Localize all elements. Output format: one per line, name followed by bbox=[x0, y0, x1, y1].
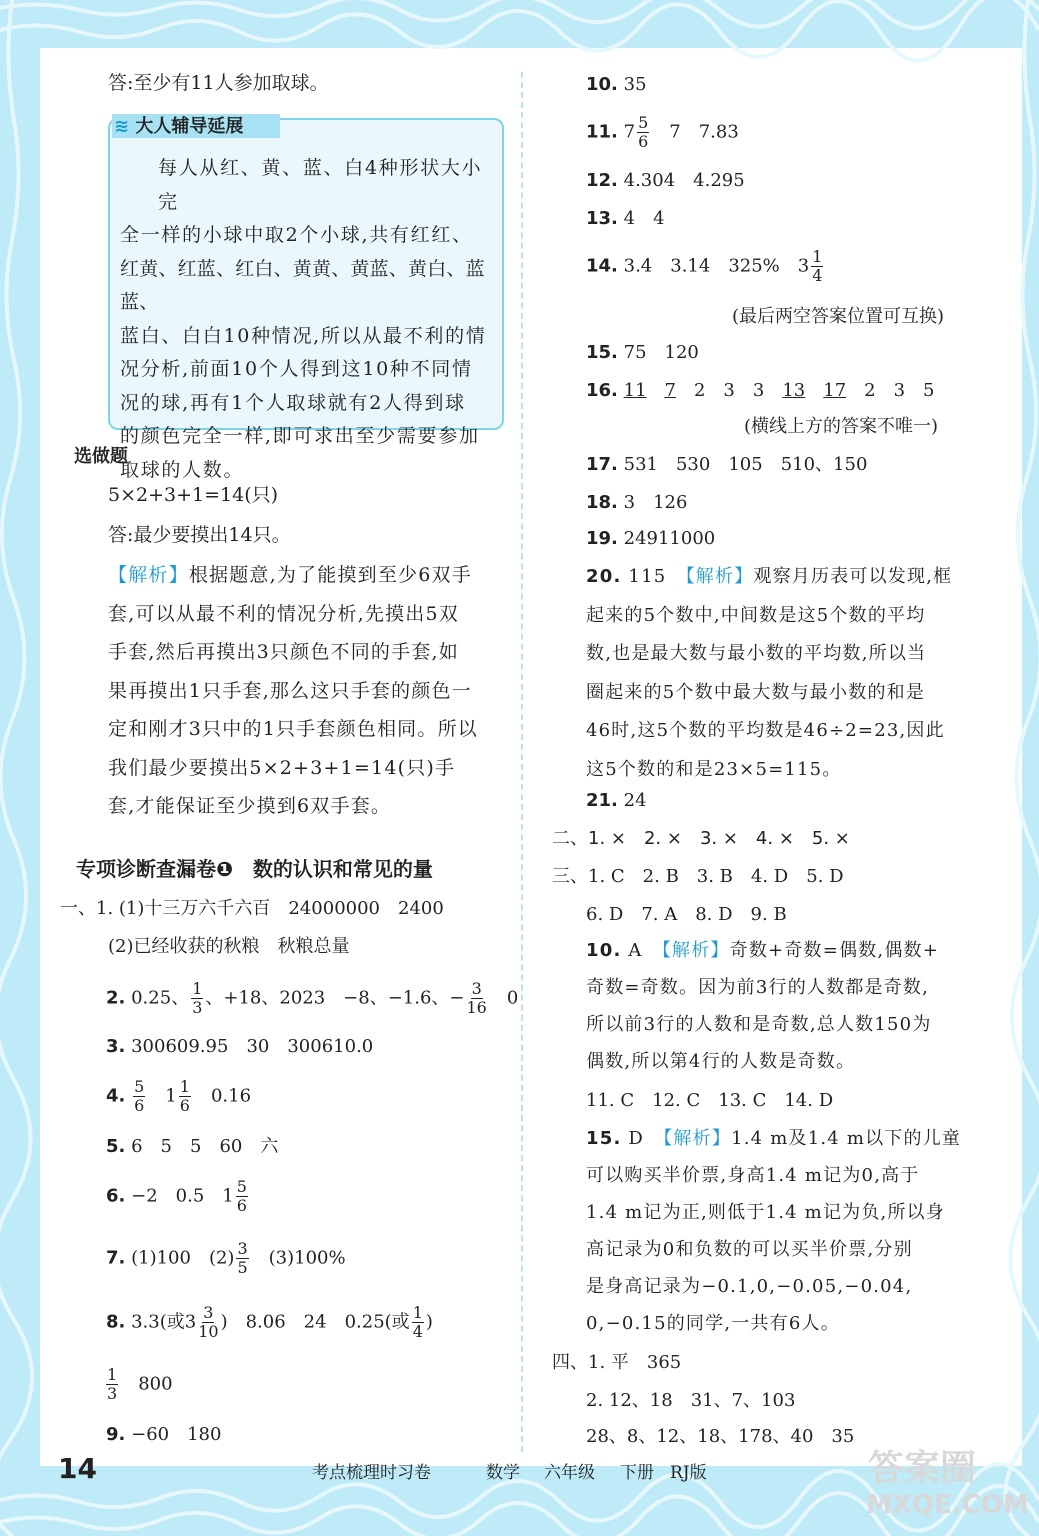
r-q11: 11. 7 $\frac{5}{6}$ 7 7.83 bbox=[586, 113, 739, 151]
r-q15: 15. 75 120 bbox=[586, 342, 699, 363]
footer-grade: 六年级 bbox=[544, 1463, 595, 1483]
jiexi-tag: 【解析】 bbox=[108, 564, 189, 586]
watermark-logo: 答案圈 bbox=[868, 1448, 977, 1489]
r-q14: 14. 3.4 3.14 325% 3 $\frac{1}{4}$ bbox=[586, 247, 823, 285]
footer-term: 下册 bbox=[620, 1463, 654, 1483]
q7-line: 7. (1)100 (2) $\frac{3}{5}$ (3)100% bbox=[106, 1239, 346, 1277]
r-q12: 12. 4.304 4.295 bbox=[586, 170, 745, 191]
box-line: 红黄、红蓝、红白、黄黄、黄蓝、黄白、蓝蓝、 bbox=[120, 257, 485, 313]
section-4c: 28、8、12、18、178、40 35 bbox=[586, 1426, 855, 1447]
box-line: 况的球,再有1个人取球就有2人得到球 bbox=[120, 391, 466, 414]
box-line: 的颜色完全一样,即可求出至少需要参加 bbox=[120, 425, 480, 447]
box-line: 蓝白、白白10种情况,所以从最不利的情 bbox=[120, 324, 487, 347]
r-q20: 20. 115 【解析】观察月历表可以发现,框 起来的5个数中,中间数是这5个数的平均 数,也是最大数与最小数的平均数,所以当 圈起来的5个数中最大数与最小数的和是 46时,这5个数的平均数是46÷2=23,因此 这5个数的和是23×5=115。 bbox=[586, 566, 953, 780]
section-3b: 6. D 7. A 8. D 9. B bbox=[586, 904, 787, 925]
footer-subject: 数学 bbox=[486, 1463, 520, 1483]
section-4b: 2. 12、18 31、7、103 bbox=[586, 1390, 796, 1411]
r-s3-q15: 15. D 【解析】1.4 m及1.4 m以下的儿童 可以购买半价票,身高1.4 m记为0,高于 1.4 m记为正,则低于1.4 m记为负,所以身 高记录为0和负数的可以买半价票,分别 是身高记录为−0.1,0,−0.05,−0.04, 0,−0.15的同学,一共有6人。 bbox=[586, 1128, 962, 1334]
box-line: 每人从红、黄、蓝、白4种形状大小完 bbox=[158, 157, 483, 213]
column-divider bbox=[521, 72, 523, 1452]
r-q18: 18. 3 126 bbox=[586, 492, 688, 513]
calc-line: 5×2+3+1=14(只) bbox=[108, 484, 279, 506]
q1-line-a: 一、1. (1)十三万六千六百 24000000 2400 bbox=[60, 898, 444, 919]
section-title: 专项诊断查漏卷❶ 数的认识和常见的量 bbox=[76, 857, 433, 881]
q8-line: 8. 3.3(或3 $\frac{3}{10}$ ) 8.06 24 0.25(或 $\frac{1}{4}$ ) bbox=[106, 1303, 433, 1341]
footer-edition: RJ版 bbox=[670, 1463, 707, 1483]
footer-book: 考点梳理时习卷 bbox=[312, 1463, 431, 1483]
r-s3-q10: 10. A 【解析】奇数+奇数=偶数,偶数+ 奇数=奇数。因为前3行的人数都是奇数, 所以前3行的人数和是奇数,总人数150为 偶数,所以第4行的人数是奇数。 bbox=[586, 940, 940, 1072]
q4-line: 4. $\frac{5}{6}$ 1 $\frac{1}{6}$ 0.16 bbox=[106, 1077, 252, 1115]
r-q13: 13. 4 4 bbox=[586, 208, 665, 229]
section-3a: 三、1. C 2. B 3. B 4. D 5. D bbox=[552, 866, 844, 887]
optional-title: 选做题 bbox=[74, 446, 128, 467]
section-4a: 四、1. 平 365 bbox=[552, 1352, 682, 1373]
r-q19: 19. 24911000 bbox=[586, 528, 716, 549]
tutor-box-text bbox=[120, 152, 490, 487]
section-2: 二、1. × 2. × 3. × 4. × 5. × bbox=[552, 828, 850, 849]
q9-line: 9. −60 180 bbox=[106, 1424, 222, 1445]
r-q17: 17. 531 530 105 510、150 bbox=[586, 454, 868, 475]
section-3c: 11. C 12. C 13. C 14. D bbox=[586, 1090, 834, 1111]
q3-line: 3. 300609.95 30 300610.0 bbox=[106, 1036, 374, 1057]
jiexi-paragraph: 【解析】根据题意,为了能摸到至少6双手 套,可以从最不利的情况分析,先摸出5双 手套,然后再摸出3只颜色不同的手套,如 果再摸出1只手套,那么这只手套的颜色一 定和刚才3只中的1只手套颜色相同。所以 我们最少要摸出5×2+3+1=14(只)手 套,才能保证至少摸到6双手套。 bbox=[108, 564, 478, 817]
answer-2: 答:最少要摸出14只。 bbox=[108, 524, 291, 546]
box-line: 全一样的小球中取2个小球,共有红红、 bbox=[120, 224, 473, 246]
r-q16-note: (横线上方的答案不唯一) bbox=[744, 416, 939, 437]
q6-line: 6. −2 0.5 1 $\frac{5}{6}$ bbox=[106, 1177, 247, 1215]
r-q14-note: (最后两空答案位置可互换) bbox=[732, 306, 945, 327]
watermark-url: MXQE.COM bbox=[866, 1490, 1029, 1520]
page-number: 14 bbox=[58, 1452, 97, 1485]
q1-line-b: (2)已经收获的秋粮 秋粮总量 bbox=[108, 936, 350, 957]
q2-line: 2. 0.25、 $\frac{1}{3}$ 、+18、2023 −8、−1.6、− $\frac{3}{16}$ 0 bbox=[106, 979, 519, 1017]
box-line: 况分析,前面10个人得到这10种不同情 bbox=[120, 358, 473, 380]
answer-top: 答:至少有11人参加取球。 bbox=[108, 72, 329, 94]
q8-line-b: $\frac{1}{3}$ 800 bbox=[107, 1365, 173, 1403]
tutor-box-title: ≋ 大人辅导延展 bbox=[114, 116, 244, 137]
q5-line: 5. 6 5 5 60 六 bbox=[106, 1136, 279, 1157]
r-q10: 10. 35 bbox=[586, 74, 647, 95]
box-line: 取球的人数。 bbox=[120, 458, 245, 481]
wave-icon: ≋ bbox=[114, 116, 130, 137]
r-q16: 16. 11 7 2 3 3 13 17 2 3 5 bbox=[586, 380, 935, 401]
r-q21: 21. 24 bbox=[586, 790, 647, 811]
